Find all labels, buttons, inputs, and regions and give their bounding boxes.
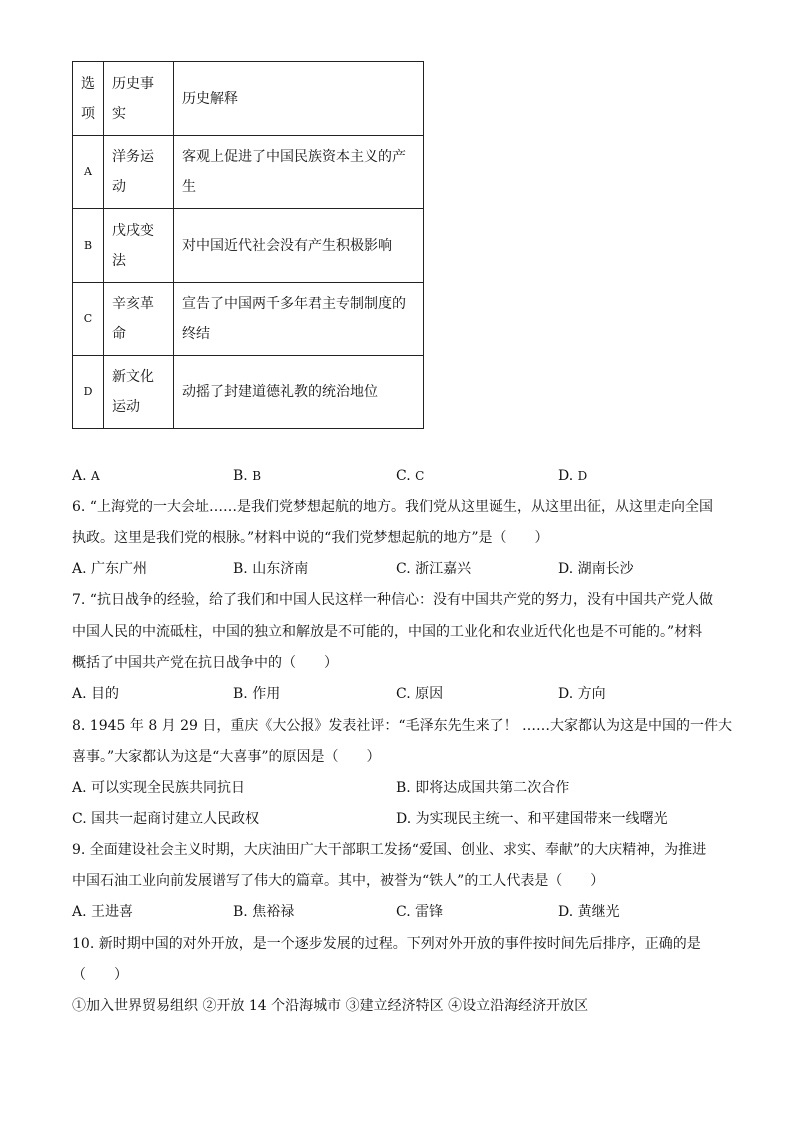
q8-stem-line: 8. 1945 年 8 月 29 日，重庆《大公报》发表社评：“毛泽东先生来了！ ……大家都认为这是中国的一件大 [72, 718, 733, 734]
option-text: A [91, 469, 100, 483]
row-fact [104, 356, 174, 429]
history-table [72, 61, 424, 429]
row-option: A [73, 136, 104, 209]
option-label: D. [558, 468, 574, 484]
table-header-option [73, 62, 104, 136]
table-row [73, 209, 424, 283]
row-option: D [73, 356, 104, 429]
q8-option-d[interactable]: D. 为实现民主统一、和平建国带来一线曙光 [396, 811, 668, 827]
table-row [73, 356, 424, 429]
row-fact [104, 136, 174, 209]
option-text: C [415, 469, 425, 483]
header-text: 历史事 [112, 75, 154, 92]
q7-option-c[interactable]: C. 原因 [396, 686, 444, 702]
cell-text: 辛亥革 [112, 296, 154, 312]
table-row [73, 136, 424, 209]
header-text: 项 [81, 105, 95, 122]
q6-option-b[interactable]: B. 山东济南 [233, 561, 309, 577]
header-text: 选 [81, 75, 95, 92]
q6-option-d[interactable]: D. 湖南长沙 [558, 561, 634, 577]
row-fact [104, 283, 174, 356]
q6-stem-line: 6. “上海党的一大会址……是我们党梦想起航的地方。我们党从这里诞生，从这里出征，从这里走向全国 [72, 499, 713, 515]
row-explanation [174, 356, 424, 429]
cell-text: 戊戌变 [112, 222, 154, 239]
q7-option-d[interactable]: D. 方向 [558, 686, 606, 702]
option-text: B [252, 469, 262, 483]
q6-option-a[interactable]: A. 广东广州 [72, 561, 148, 577]
option-text: D [577, 469, 588, 483]
cell-text: 动摇了封建道德礼教的统治地位 [182, 384, 378, 400]
q9-option-b[interactable]: B. 焦裕禄 [233, 904, 295, 920]
q9-option-d[interactable]: D. 黄继光 [558, 904, 620, 920]
q7-stem-line: 中国人民的中流砥柱，中国的独立和解放是不可能的，中国的工业化和农业近代化也是不可能的。”材料 [72, 624, 703, 640]
row-explanation [174, 209, 424, 283]
q8-option-c[interactable]: C. 国共一起商讨建立人民政权 [72, 811, 260, 827]
row-option: C [73, 283, 104, 356]
cell-text: 新文化 [112, 369, 154, 385]
cell-text: 运动 [112, 399, 140, 415]
q5-option-a[interactable] [72, 466, 100, 486]
cell-text: 客观上促进了中国民族资本主义的产 [182, 149, 406, 165]
cell-text: 法 [112, 252, 126, 269]
row-fact [104, 209, 174, 283]
cell-text: 命 [112, 326, 126, 342]
q7-stem-line: 7. “抗日战争的经验，给了我们和中国人民这样一种信心：没有中国共产党的努力，没有中国共产党人做 [72, 592, 713, 608]
q9-stem-line: 9. 全面建设社会主义时期，大庆油田广大干部职工发扬“爱国、创业、求实、奉献”的大庆精神，为推进 [72, 842, 707, 858]
q5-option-d[interactable] [558, 466, 587, 486]
row-explanation [174, 283, 424, 356]
cell-text: 对中国近代社会没有产生积极影响 [182, 237, 392, 254]
q5-option-b[interactable] [233, 466, 261, 486]
q8-option-b[interactable]: B. 即将达成国共第二次合作 [396, 780, 570, 796]
q9-option-a[interactable]: A. 王进喜 [72, 904, 134, 920]
q8-stem-line: 喜事。”大家都认为这是“大喜事”的原因是（ ） [72, 749, 381, 765]
cell-text: 生 [182, 179, 196, 195]
q7-stem-line: 概括了中国共产党在抗日战争中的（ ） [72, 655, 338, 671]
table-header-row [73, 62, 424, 136]
cell-text: 终结 [182, 326, 210, 342]
option-label: A. [72, 468, 87, 484]
q6-stem-line: 执政。这里是我们党的根脉。”材料中说的“我们党梦想起航的地方”是（ ） [72, 530, 549, 546]
cell-text: 宣告了中国两千多年君主专制制度的 [182, 296, 406, 312]
header-text: 历史解释 [182, 90, 238, 107]
cell-text: 动 [112, 179, 126, 195]
q9-option-c[interactable]: C. 雷锋 [396, 904, 444, 920]
q10-stem-line: 10. 新时期中国的对外开放，是一个逐步发展的过程。下列对外开放的事件按时间先后排序，正确的是 [72, 936, 701, 952]
cell-text: 洋务运 [112, 149, 154, 165]
option-label: C. [396, 468, 411, 484]
q7-option-a[interactable]: A. 目的 [72, 686, 120, 702]
table-header-explanation [174, 62, 424, 136]
row-option: B [73, 209, 104, 283]
q10-stem-line: （ ） [72, 967, 128, 983]
table-header-fact [104, 62, 174, 136]
q6-option-c[interactable]: C. 浙江嘉兴 [396, 561, 472, 577]
q10-events-line: ①加入世界贸易组织 ②开放 14 个沿海城市 ③建立经济特区 ④设立沿海经济开放区 [72, 998, 589, 1014]
option-label: B. [233, 468, 248, 484]
q8-option-a[interactable]: A. 可以实现全民族共同抗日 [72, 780, 246, 796]
row-explanation [174, 136, 424, 209]
header-text: 实 [112, 105, 126, 122]
q7-option-b[interactable]: B. 作用 [233, 686, 281, 702]
q9-stem-line: 中国石油工业向前发展谱写了伟大的篇章。其中，被誉为“铁人”的工人代表是（ ） [72, 873, 605, 889]
q5-option-c[interactable] [396, 466, 424, 486]
table-row [73, 283, 424, 356]
